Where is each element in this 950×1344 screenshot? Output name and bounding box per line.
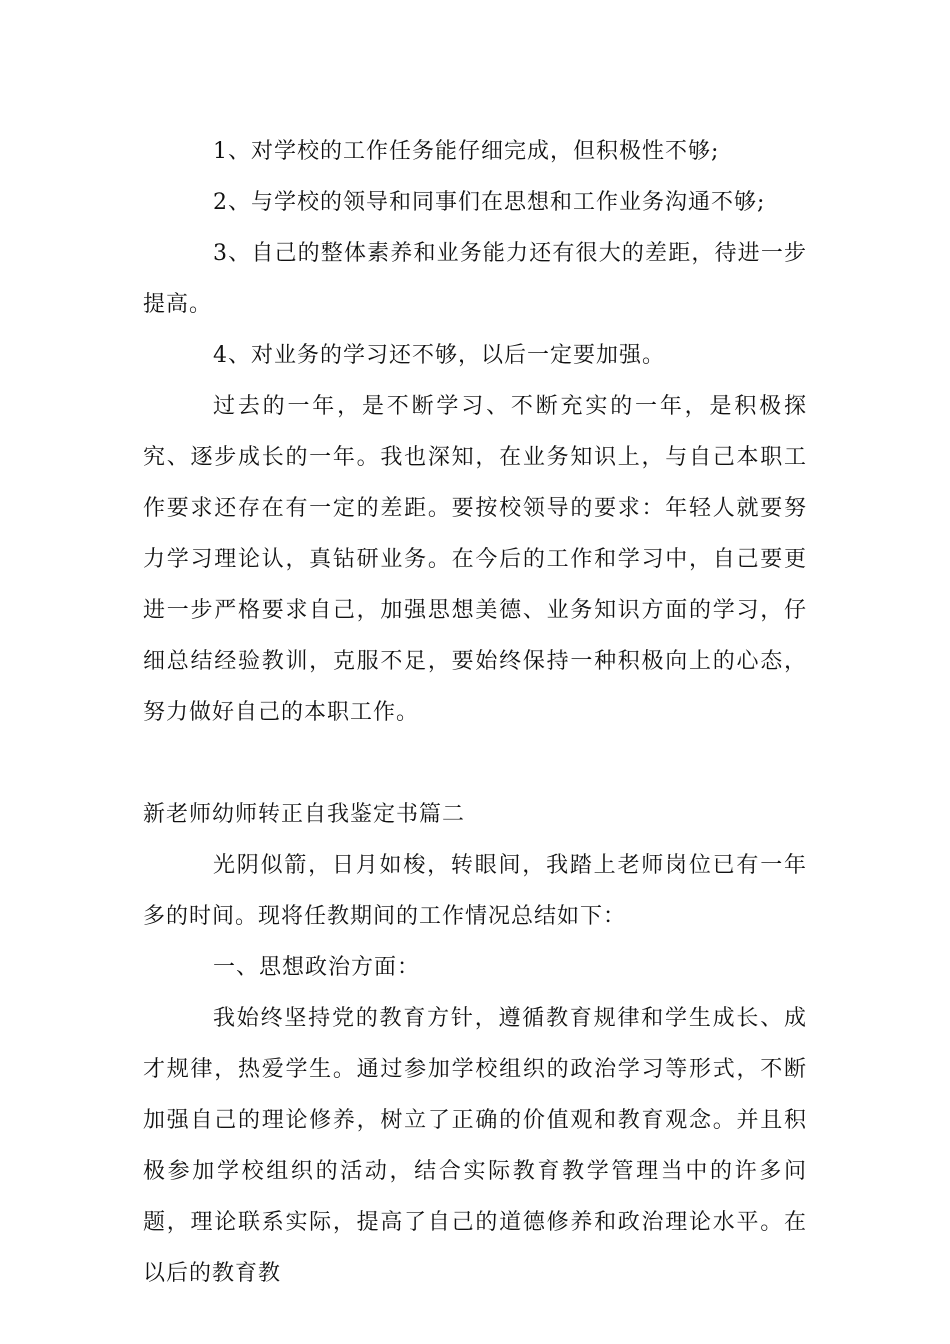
paragraph-item-3: 3、自己的整体素养和业务能力还有很大的差距，待进一步提高。 [143,241,807,317]
section-paragraph-intro: 光阴似箭，日月如梭，转眼间，我踏上老师岗位已有一年多的时间。现将任教期间的工作情况总结如下： [143,853,807,929]
paragraph-item-2: 2、与学校的领导和同事们在思想和工作业务沟通不够; [213,190,766,215]
section-paragraph-body: 我始终坚持党的教育方针，遵循教育规律和学生成长、成才规律，热爱学生。通过参加学校组织的政治学习等形式，不断加强自己的理论修养，树立了正确的价值观和教育观念。并且积极参加学校组织的活动，结合实际教育教学管理当中的许多问题，理论联系实际，提高了自己的道德修养和政治理论水平。在以后的教育教 [143,1006,807,1286]
section-title: 新老师幼师转正自我鉴定书篇二 [143,802,466,827]
document-body [143,126,807,1299]
paragraph-item-4: 4、对业务的学习还不够，以后一定要加强。 [213,343,665,368]
paragraph-item-1: 1、对学校的工作任务能仔细完成，但积极性不够; [213,139,720,164]
paragraph-summary: 过去的一年，是不断学习、不断充实的一年，是积极探究、逐步成长的一年。我也深知，在业务知识上，与自己本职工作要求还存在有一定的差距。要按校领导的要求：年轻人就要努力学习理论认，真钻研业务。在今后的工作和学习中，自己要更进一步严格要求自己，加强思想美德、业务知识方面的学习，仔细总结经验教训，克服不足，要始终保持一种积极向上的心态，努力做好自己的本职工作。 [143,394,807,725]
section-paragraph-subheading: 一、思想政治方面： [213,955,421,980]
